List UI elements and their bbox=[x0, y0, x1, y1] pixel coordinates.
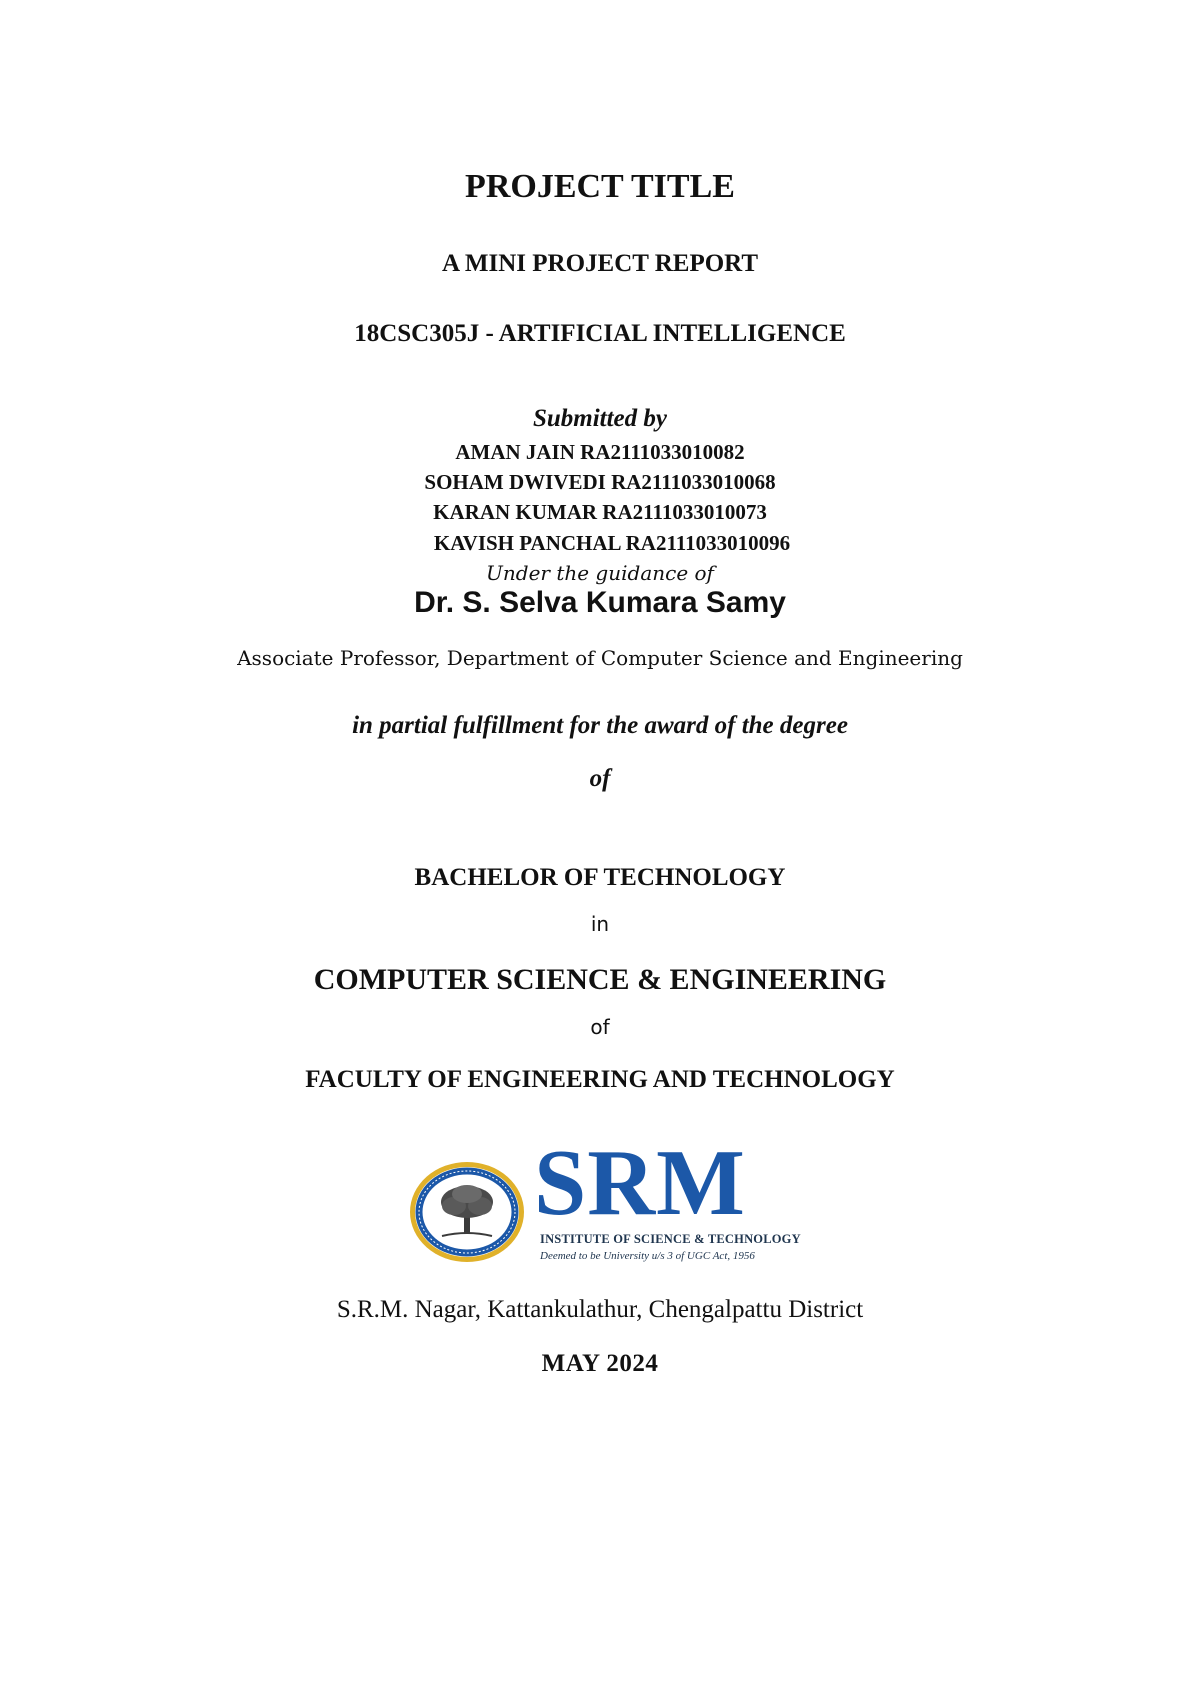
project-title: PROJECT TITLE bbox=[465, 168, 735, 205]
in-connector: in bbox=[590, 912, 610, 936]
submitted-by-label: Submitted by bbox=[532, 405, 668, 432]
logo-brand-text: SRM bbox=[534, 1131, 746, 1235]
fulfillment-statement: in partial fulfillment for the award of the degree bbox=[352, 712, 848, 739]
logo-institute-text: INSTITUTE OF SCIENCE & TECHNOLOGY bbox=[540, 1232, 801, 1246]
submission-date: MAY 2024 bbox=[541, 1350, 659, 1377]
logo-deemed-text: Deemed to be University u/s 3 of UGC Act, 1956 bbox=[540, 1250, 755, 1262]
university-seal-icon bbox=[408, 1160, 526, 1264]
faculty-name: FACULTY OF ENGINEERING AND TECHNOLOGY bbox=[305, 1066, 895, 1093]
of-connector: of bbox=[590, 1015, 610, 1039]
student-name: AMAN JAIN RA2111033010082 bbox=[455, 440, 745, 464]
institute-address: S.R.M. Nagar, Kattankulathur, Chengalpattu District bbox=[336, 1296, 864, 1323]
srm-logo bbox=[408, 1131, 804, 1272]
guide-name: Dr. S. Selva Kumara Samy bbox=[414, 586, 786, 619]
degree-name: BACHELOR OF TECHNOLOGY bbox=[414, 864, 786, 891]
branch-name: COMPUTER SCIENCE & ENGINEERING bbox=[313, 963, 887, 996]
report-type: A MINI PROJECT REPORT bbox=[441, 250, 759, 277]
of-connector-italic: of bbox=[589, 765, 611, 792]
student-name: SOHAM DWIVEDI RA2111033010068 bbox=[424, 470, 776, 494]
student-name: KAVISH PANCHAL RA2111033010096 bbox=[433, 531, 791, 555]
student-name: KARAN KUMAR RA2111033010073 bbox=[433, 500, 767, 524]
guide-designation: Associate Professor, Department of Computer Science and Engineering bbox=[237, 646, 963, 670]
guidance-label: Under the guidance of bbox=[486, 561, 714, 585]
course-name: 18CSC305J - ARTIFICIAL INTELLIGENCE bbox=[354, 320, 846, 347]
